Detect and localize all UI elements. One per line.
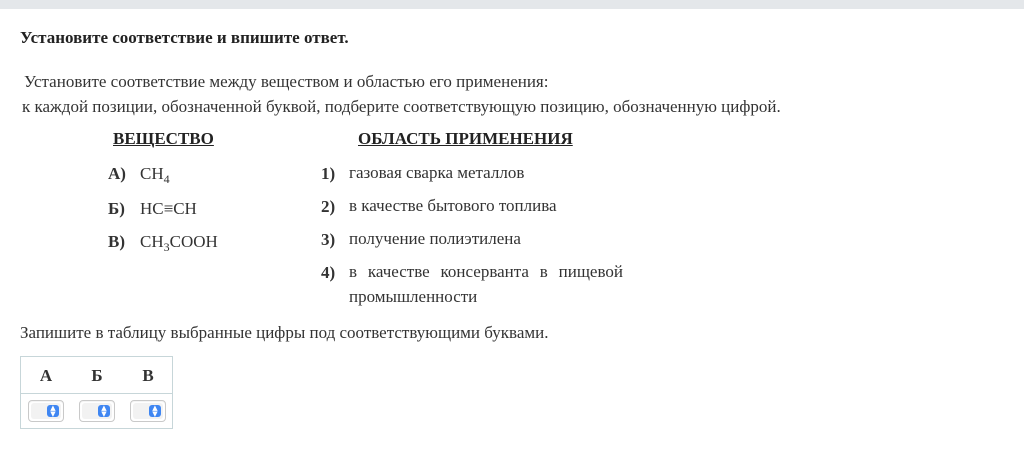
substance-formula: $CH_4$ (140, 164, 170, 186)
intro-line-2: к каждой позиции, обозначенной буквой, подберите соответствующую позицию, обозначенную цифрой. (22, 97, 781, 116)
answer-select-a[interactable] (28, 400, 64, 422)
application-number: 3) (321, 230, 336, 249)
substance-item-b (108, 199, 197, 219)
substance-item-c (108, 232, 218, 255)
substance-item-a (108, 164, 170, 187)
chevron-up-down-icon: ▲ ▼ (98, 405, 110, 417)
application-text (349, 259, 623, 309)
answer-table-header-row (21, 357, 172, 394)
answer-select-b[interactable] (79, 400, 115, 422)
application-number: 2) (321, 197, 336, 216)
task-intro (24, 69, 781, 119)
column-header-substance: ВЕЩЕСТВО (113, 129, 214, 148)
answer-header-b: Б (91, 366, 103, 385)
chevron-up-down-icon: ▲ ▼ (149, 405, 161, 417)
application-text: в качестве бытового топлива (349, 196, 557, 215)
answer-header-c: В (142, 366, 154, 385)
task-heading: Установите соответствие и впишите ответ. (20, 28, 349, 47)
substance-letter: В) (108, 232, 125, 251)
intro-line-1: Установите соответствие между веществом и областью его применения: (24, 72, 549, 91)
answer-instruction: Запишите в таблицу выбранные цифры под соответствующими буквами. (20, 323, 549, 342)
chevron-up-down-icon: ▲ ▼ (47, 405, 59, 417)
substance-formula: $CH_3COOH$ (140, 232, 218, 254)
answer-header-a: А (39, 366, 53, 385)
top-bar (0, 0, 1024, 9)
answer-table (20, 356, 173, 429)
application-text-line-1: в качестве консерванта в пищевой (349, 262, 623, 281)
substance-formula: HC≡CH (140, 199, 197, 218)
application-number: 1) (321, 164, 336, 183)
application-text: газовая сварка металлов (349, 163, 525, 182)
application-text: получение полиэтилена (349, 229, 521, 248)
column-header-application: ОБЛАСТЬ ПРИМЕНЕНИЯ (358, 129, 573, 148)
answer-select-c[interactable] (130, 400, 166, 422)
application-text-line-2: промышленности (349, 287, 478, 306)
application-number: 4) (321, 263, 336, 282)
substance-letter: А) (108, 164, 126, 183)
substance-letter: Б) (108, 199, 125, 218)
